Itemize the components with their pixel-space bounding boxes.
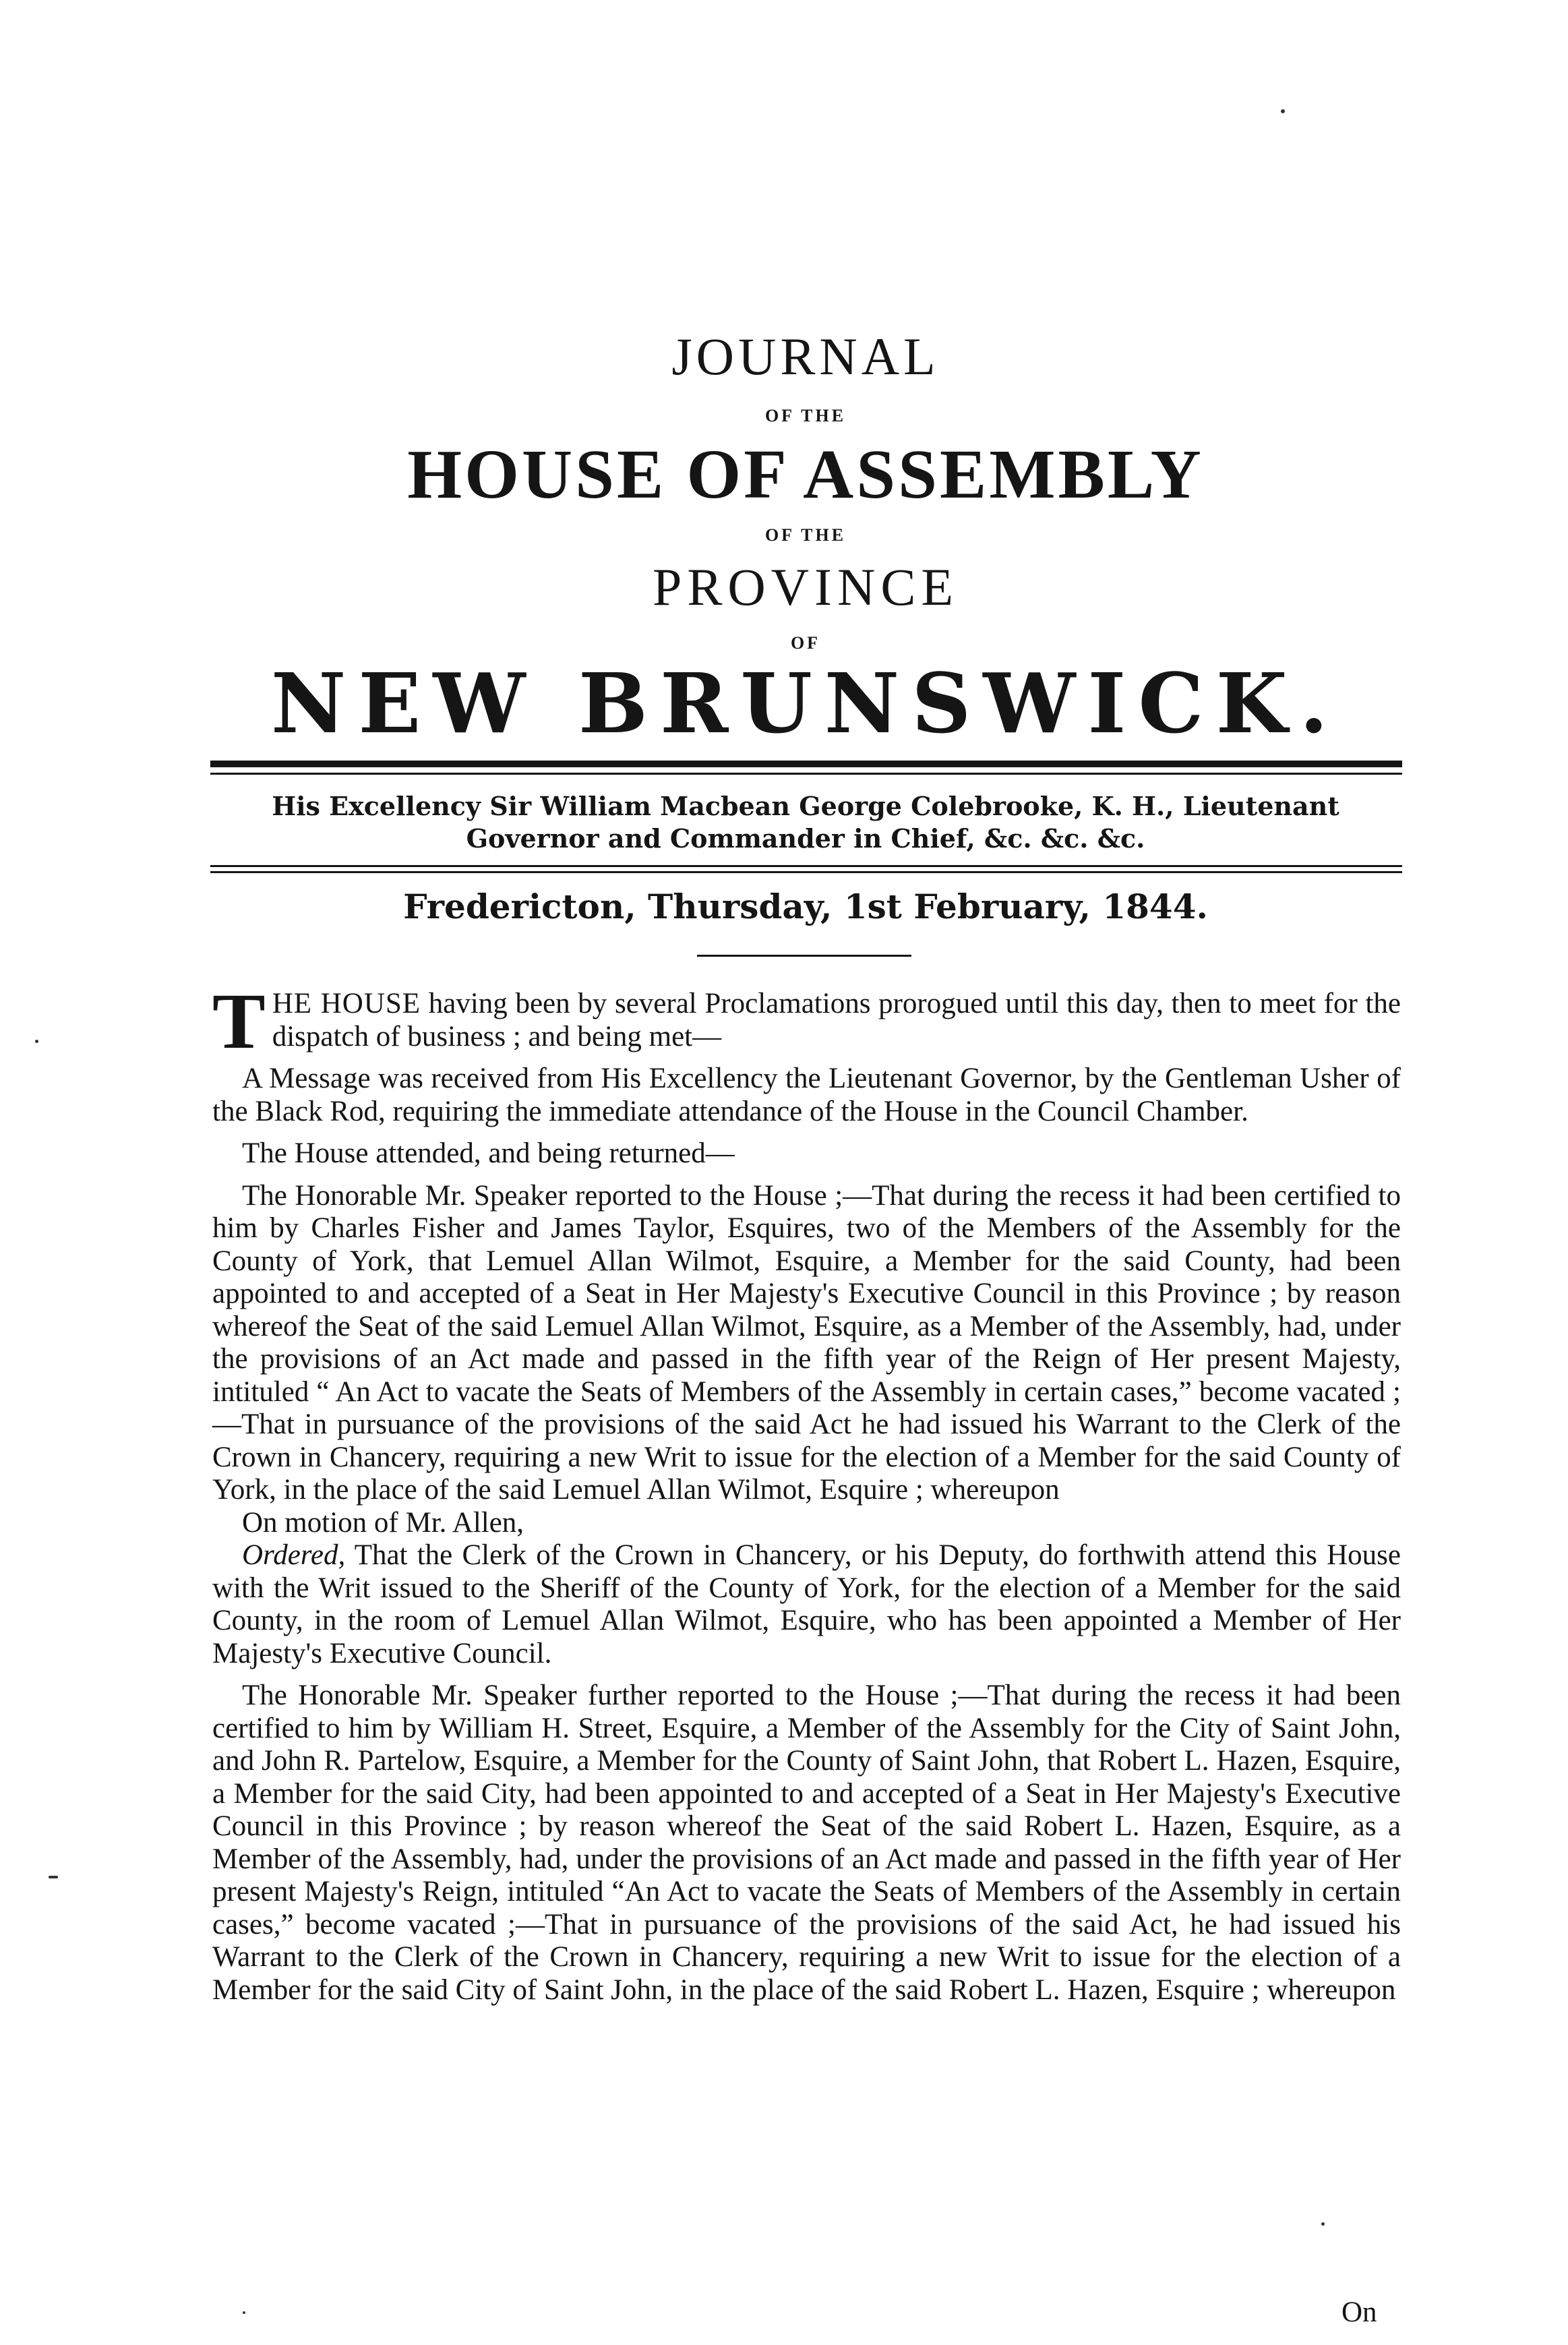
ordered-label: Ordered, <box>242 1539 346 1571</box>
paragraph-house-attended: The House attended, and being returned— <box>242 1137 735 1169</box>
paper-speck <box>1321 2222 1325 2226</box>
title-journal: JOURNAL <box>671 327 940 386</box>
paragraph-opening <box>212 977 1401 1065</box>
opening-words: HE HOUSE <box>272 988 421 1019</box>
header-rule-thin-3 <box>210 871 1402 873</box>
dateline-rule <box>697 955 911 957</box>
catchword: On <box>1341 2296 1377 2328</box>
journal-body <box>212 977 1401 2016</box>
paragraph-motion: On motion of Mr. Allen, <box>242 1506 524 1539</box>
paper-speck <box>35 1040 38 1043</box>
ordered-text: That the Clerk of the Crown in Chancery, or his Deputy, do forthwith attend this House with the Writ issued to the Sheriff of the County of York, for the election of a Member for the said County, in the room of Lemuel Allan Wilmot, Esquire, who has been appointed a Member of Her Majesty's Executive Council. <box>212 1539 1401 1669</box>
paper-speck <box>49 1876 58 1878</box>
paragraph-speaker-report-york: The Honorable Mr. Speaker reported to the House ;—That during the recess it had been certified to him by Charles Fisher and James Taylor, Esquires, two of the Members of the Assembly for the County of York, that Lemuel Allan Wilmot, Esquire, a Member for the said County, had been appointed to and accepted of a Seat in Her Majesty's Executive Council in this Province ; by reason whereof the Seat of the said Lemuel Allan Wilmot, Esquire, as a Member of the Assembly, had, under the provisions of an Act made and passed in the fifth year of the Reign of Her present Majesty, intituled “ An Act to vacate the Seats of Members of the Assembly in certain cases,” become vacated ;—That in pursuance of the provisions of the said Act he had issued his Warrant to the Clerk of the Crown in Chancery, requiring a new Writ to issue for the election of a Member for the said County of York, in the place of the said Lemuel Allan Wilmot, Esquire ; whereupon <box>212 1179 1401 1506</box>
title-of-the-2: OF THE <box>764 525 847 545</box>
paragraph-speaker-report-saint-john: The Honorable Mr. Speaker further reported to the House ;—That during the recess it had been certified to him by William H. Street, Esquire, a Member of the Assembly for the City of Saint John, and John R. Partelow, Esquire, a Member for the County of Saint John, that Robert L. Hazen, Esquire, a Member for the said City, had been appointed to and accepted of a Seat in Her Majesty's Executive Council in this Province ; by reason whereof the Seat of the said Robert L. Hazen, Esquire, as a Member of the Assembly, had, under the provisions of an Act made and passed in the fifth year of Her present Majesty's Reign, intituled “An Act to vacate the Seats of Members of the Assembly in certain cases,” become vacated ;—That in pursuance of the provisions of the said Act, he had issued his Warrant to the Clerk of the Crown in Chancery, requiring a new Writ to issue for the election of a Member for the said City of Saint John, in the place of the said Robert L. Hazen, Esquire ; whereupon <box>212 1680 1401 2006</box>
paper-speck <box>243 2311 245 2314</box>
header-rule-thick <box>210 761 1402 767</box>
drop-cap: T <box>212 977 266 1065</box>
header-rule-thin-1 <box>210 773 1402 775</box>
paragraph-ordered <box>212 1539 1401 1670</box>
paper-speck <box>1281 109 1285 113</box>
title-house-of-assembly: HOUSE OF ASSEMBLY <box>407 436 1204 513</box>
header-rule-thin-2 <box>210 865 1402 867</box>
paragraph-message: A Message was received from His Excellency the Lieutenant Governor, by the Gentleman Usher of the Black Rod, requiring the immediate attendance of the House in the Council Chamber. <box>212 1063 1401 1127</box>
title-of-the-1: OF THE <box>764 406 847 425</box>
title-of: OF <box>790 633 821 653</box>
dateline: Fredericton, Thursday, 1st February, 1844. <box>403 887 1208 926</box>
title-new-brunswick: NEW BRUNSWICK. <box>270 655 1341 752</box>
governor-line: His Excellency Sir William Macbean George Colebrooke, K. H., Lieutenant Governor and Commander in Chief, &c. &c. &c. <box>272 791 1339 854</box>
opening-text: having been by several Proclamations prorogued until this day, then to meet for the dispatch of business ; and being met— <box>272 988 1401 1052</box>
title-province: PROVINCE <box>652 558 959 616</box>
